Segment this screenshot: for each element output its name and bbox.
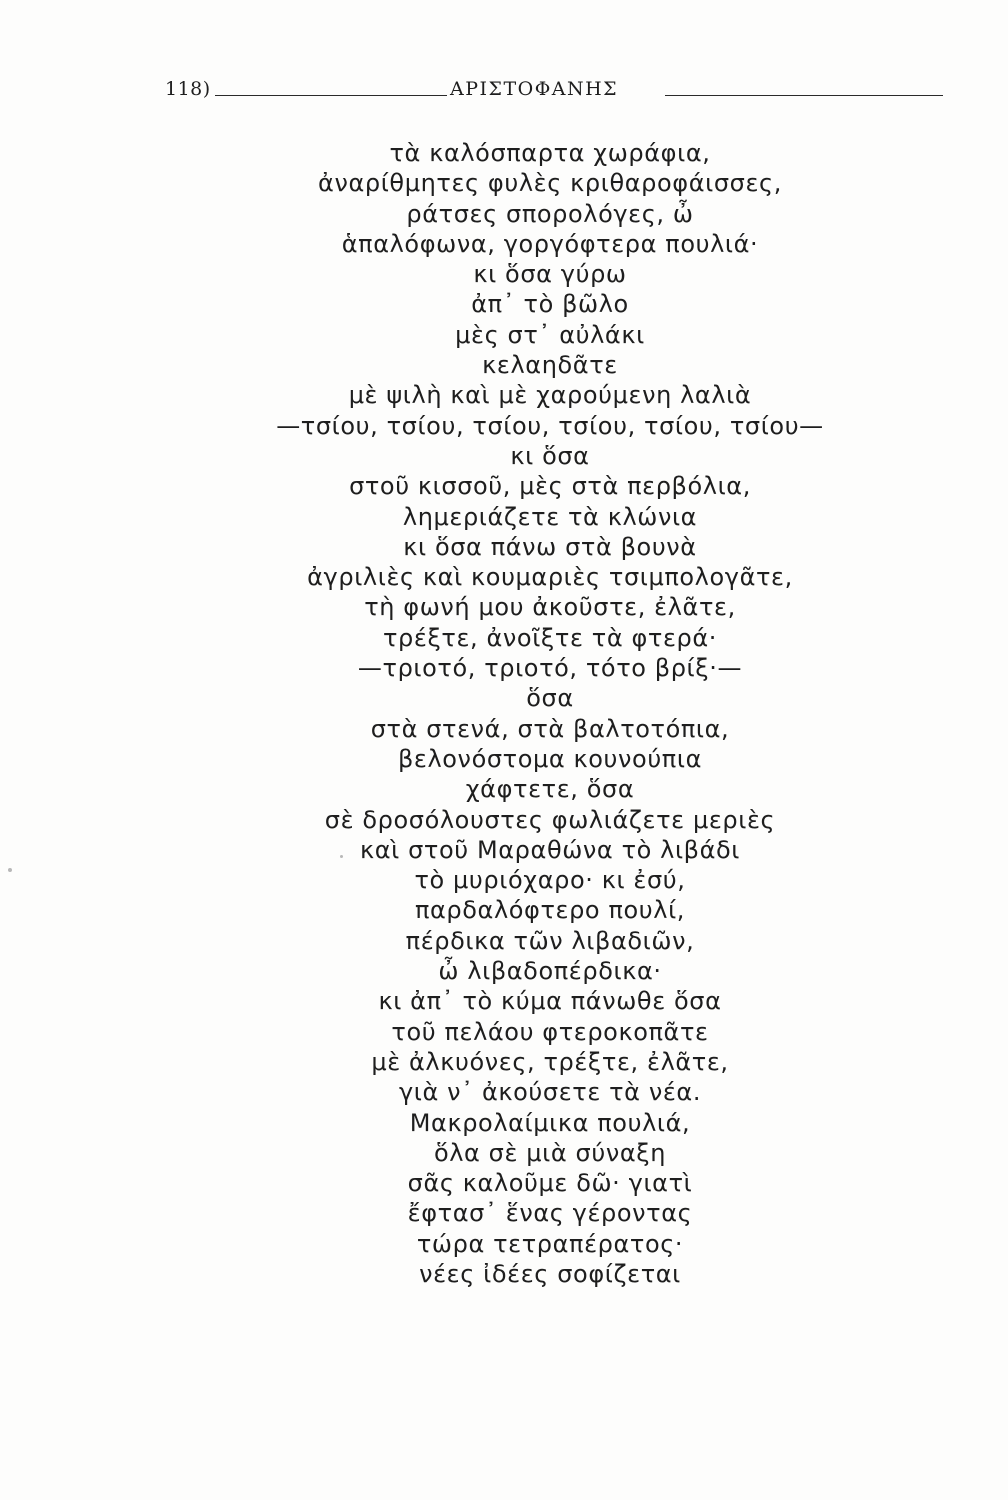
- poem-line: χάφτετε, ὅσα: [465, 775, 635, 804]
- poem-line: μὲ ἀλκυόνες, τρέξτε, ἐλᾶτε,: [371, 1047, 729, 1076]
- poem-line: ἔφτασ᾽ ἕνας γέροντας: [407, 1199, 693, 1228]
- header-rule-left: [215, 95, 447, 96]
- poem-line: παρδαλόφτερο πουλί,: [414, 896, 686, 925]
- poem-line: τὴ φωνή μου ἀκοῦστε, ἐλᾶτε,: [364, 593, 736, 622]
- poem-line: ἀγριλιὲς καὶ κουμαριὲς τσιμπολογᾶτε,: [307, 563, 793, 592]
- poem-line: γιὰ ν᾽ ἀκούσετε τὰ νέα.: [398, 1078, 702, 1107]
- poem-line: στὰ στενά, στὰ βαλτοτόπια,: [370, 714, 730, 743]
- poem-line: βελονόστομα κουνούπια: [397, 744, 702, 773]
- poem-line: καὶ στοῦ Μαραθώνα τὸ λιβάδι: [359, 835, 741, 864]
- poem-line: τρέξτε, ἀνοῖξτε τὰ φτερά·: [382, 623, 718, 652]
- poem-line: ράτσες σπορολόγες, ὦ: [406, 199, 694, 228]
- poem-line: σὲ δροσόλουστες φωλιάζετε μεριὲς: [324, 805, 776, 834]
- poem-line: —τσίου, τσίου, τσίου, τσίου, τσίου, τσίου—: [276, 411, 824, 440]
- paper-speck: [8, 868, 12, 872]
- poem-line: μὲ ψιλὴ καὶ μὲ χαρούμενη λαλιὰ: [348, 381, 752, 410]
- header-rule-right: [665, 95, 943, 96]
- page-number: 118): [165, 78, 211, 100]
- poem-line: ὅσα: [526, 684, 574, 713]
- poem-line: μὲς στ᾽ αὐλάκι: [455, 320, 645, 349]
- poem-line: ἀπ᾽ τὸ βῶλο: [471, 290, 629, 319]
- poem-line: στοῦ κισσοῦ, μὲς στὰ περβόλια,: [349, 472, 751, 501]
- poem-line: ὦ λιβαδοπέρδικα·: [438, 957, 662, 986]
- running-title: ΑΡΙΣΤΟΦΑΝΗΣ: [450, 78, 619, 100]
- page-header: [165, 76, 945, 106]
- poem-line: ὅλα σὲ μιὰ σύναξη: [433, 1138, 667, 1167]
- poem-line: κι ὅσα γύρω: [473, 260, 627, 289]
- paper-speck: [340, 855, 343, 858]
- poem-line: τοῦ πελάου φτεροκοπᾶτε: [391, 1017, 709, 1046]
- poem-line: ἁπαλόφωνα, γοργόφτερα πουλιά·: [341, 229, 759, 258]
- poem-line: κι ὅσα: [510, 441, 590, 470]
- poem-line: τὸ μυριόχαρο· κι ἐσύ,: [414, 866, 686, 895]
- poem-line: τὰ καλόσπαρτα χωράφια,: [389, 139, 711, 167]
- poem-line: ἀναρίθμητες φυλὲς κριθαροφάισσες,: [318, 169, 782, 198]
- poem-line: —τριοτό, τριοτό, τότο βρίξ·—: [357, 654, 743, 683]
- poem-text: [180, 138, 920, 1289]
- poem-line: κι ἀπ᾽ τὸ κύμα πάνωθε ὅσα: [378, 987, 722, 1016]
- poem-line: νέες ἰδέες σοφίζεται: [419, 1259, 681, 1288]
- poem-line: πέρδικα τῶν λιβαδιῶν,: [405, 926, 695, 955]
- poem-line: κελαηδᾶτε: [482, 351, 618, 380]
- poem-line: λημεριάζετε τὰ κλώνια: [402, 502, 698, 531]
- poem-line: Μακρολαίμικα πουλιά,: [409, 1108, 691, 1137]
- poem-line: κι ὅσα πάνω στὰ βουνὰ: [403, 532, 697, 561]
- poem-line: σᾶς καλοῦμε δῶ· γιατὶ: [407, 1169, 693, 1198]
- poem-line: τώρα τετραπέρατος·: [416, 1229, 684, 1258]
